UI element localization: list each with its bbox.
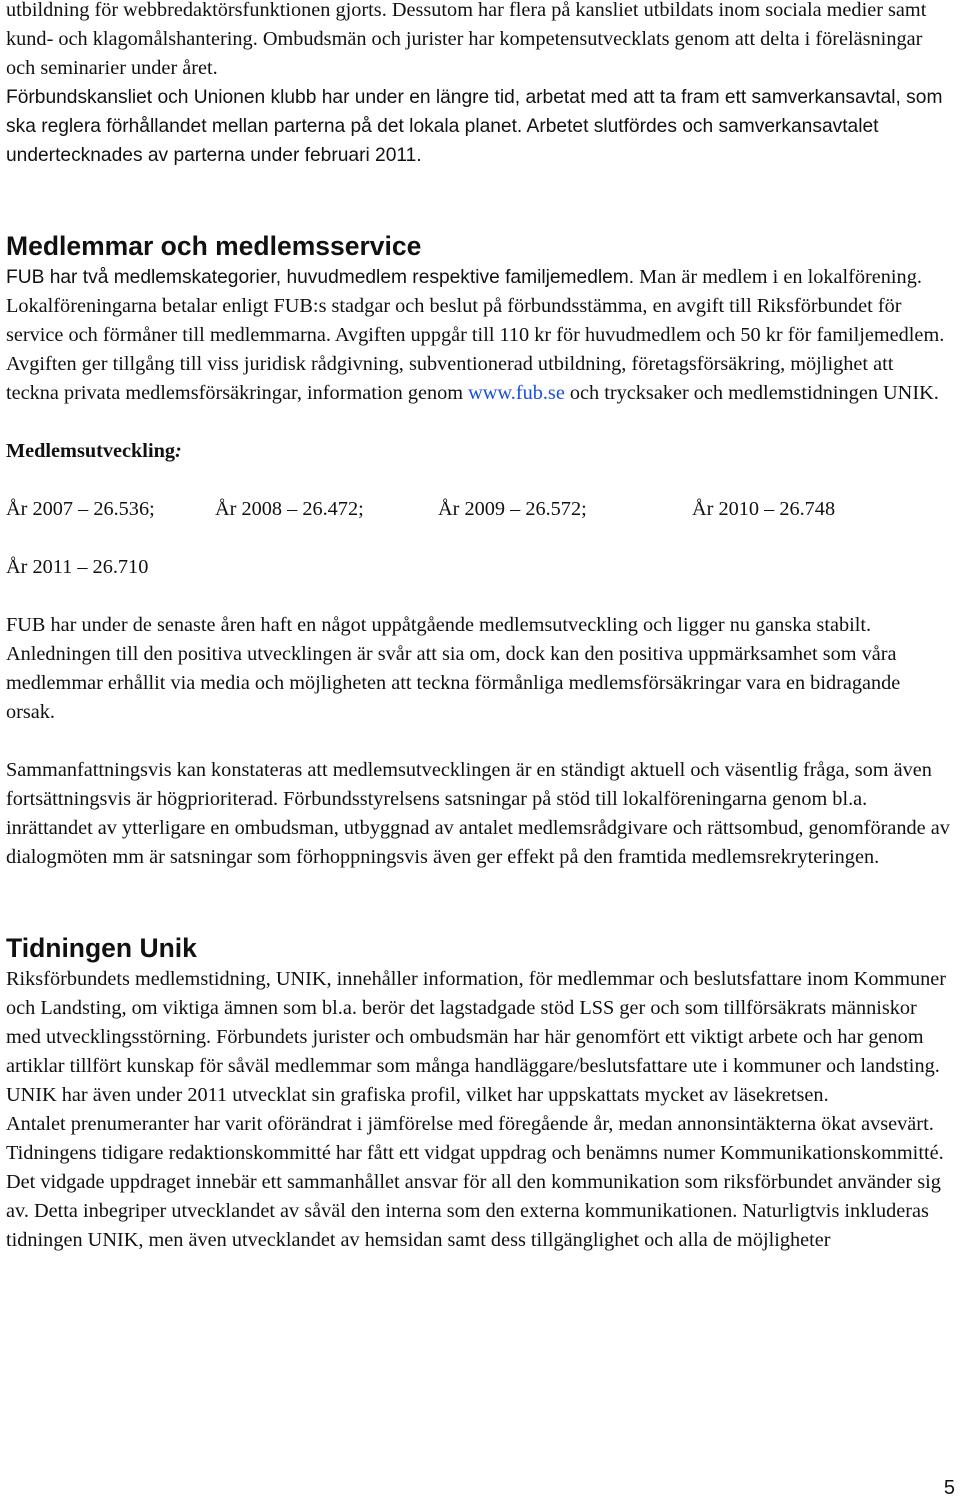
unik-paragraph-2: Antalet prenumeranter har varit oförändrat i jämförelse med föregående år, medan annonsintäkterna ökat avsevärt.	[6, 1113, 934, 1135]
members-paragraph	[6, 263, 951, 408]
members-paragraph-3: Sammanfattningsvis kan konstateras att medlemsutvecklingen är en ständigt aktuell och väsentlig fråga, som även fortsättningsvis är högprioriterad. Förbundsstyrelsens satsningar på stöd till lokalföreningarna genom bl.a. inrättandet av ytterligare en ombudsman, utbyggnad av antalet medlemsrådgivare och rättsombud, genomförande av dialogmöten mm är satsningar som förhoppningsvis även ger effekt på den framtida medlemsrekryteringen.	[6, 759, 950, 868]
membership-development-subheading	[6, 437, 951, 466]
members-text-rest: Man är medlem i en lokalförening. Lokalföreningarna betalar enligt FUB:s stadgar och beslut på förbundsstämma, en avgift till Riksförbundet för service och förmåner till medlemmarna. Avgiften uppgår till 110 kr för huvudmedlem och 50 kr för familjemedlem. Avgiften ger tillgång till viss juridisk rådgivning, subventionerad utbildning, företagsförsäkring, möjlighet att teckna privata medlemsförsäkringar, information genom	[6, 266, 945, 404]
stat-2010: År 2010 – 26.748	[692, 498, 836, 520]
stat-2011: År 2011 – 26.710	[6, 556, 149, 578]
intro-paragraph-2	[6, 83, 951, 170]
intro-text-b: Förbundskansliet och Unionen klubb har under en längre tid, arbetat med att ta fram ett samverkansavtal, som ska reglera förhållandet mellan parterna på det lokala planet.	[6, 87, 943, 137]
stat-2007: År 2007 – 26.536;	[6, 498, 155, 520]
members-paragraph-2: FUB har under de senaste åren haft en något uppåtgående medlemsutveckling och ligger nu ganska stabilt. Anledningen till den positiva utvecklingen är svår att sia om, dock kan den positiva uppmärksamhet som våra medlemmar erhållit via media och möjligheten att teckna förmånliga medlemsförsäkringar vara en bidragande orsak.	[6, 614, 901, 723]
members-heading: Medlemmar och medlemsservice	[6, 231, 422, 261]
subheading-colon: :	[175, 440, 182, 462]
stat-2008: År 2008 – 26.472;	[215, 498, 364, 520]
intro-text-a: utbildning för webbredaktörsfunktionen gjorts. Dessutom har flera på kansliet utbildats inom sociala medier samt kund- och klagomålshantering. Ombudsmän och jurister har kompetensutvecklats genom att delta i föreläsningar och seminarier under året.	[6, 0, 927, 79]
members-text-end: och trycksaker och medlemstidningen UNIK.	[564, 382, 939, 404]
unik-paragraph-1: Riksförbundets medlemstidning, UNIK, innehåller information, för medlemmar och beslutsfattare inom Kommuner och Landsting, om viktiga ämnen som bl.a. berör det lagstadgade stöd LSS ger och som tillförsäkrats människor med utvecklingsstörning. Förbundets jurister och ombudsmän har här genomfört ett viktigt arbete och har genom artiklar tillfört kunskap för såväl medlemmar som många handläggare/beslutsfattare ute i kommuner och landsting. UNIK har även under 2011 utvecklat sin grafiska profil, vilket har uppskattats mycket av läsekretsen.	[6, 968, 947, 1106]
members-text-sans: FUB har två medlemskategorier, huvudmedlem respektive familjemedlem.	[6, 267, 635, 288]
unik-heading: Tidningen Unik	[6, 933, 197, 963]
intro-paragraph	[6, 0, 951, 83]
fub-website-link[interactable]: www.fub.se	[468, 382, 565, 404]
unik-paragraph-3: Tidningens tidigare redaktionskommitté har fått ett vidgat uppdrag och benämns numer Kommunikationskommitté. Det vidgade uppdraget innebär ett sammanhållet ansvar för all den kommunikation som riksförbundet använder sig av. Detta inbegriper utvecklandet av såväl den interna som den externa kommunikationen. Naturligtvis inkluderas tidningen UNIK, men även utvecklandet av hemsidan samt dess tillgänglighet och alla de möjligheter	[6, 1142, 944, 1251]
page-number: 5	[943, 1477, 955, 1499]
subheading-text: Medlemsutveckling	[6, 440, 175, 462]
intro-text-c: Arbetet slutfördes och samverkansavtalet undertecknades av parterna under februari 2011.	[6, 116, 879, 166]
document-page	[6, 0, 951, 1255]
membership-stats-row-2	[6, 553, 951, 582]
stat-2009: År 2009 – 26.572;	[438, 498, 587, 520]
membership-stats-row-1	[6, 495, 951, 524]
